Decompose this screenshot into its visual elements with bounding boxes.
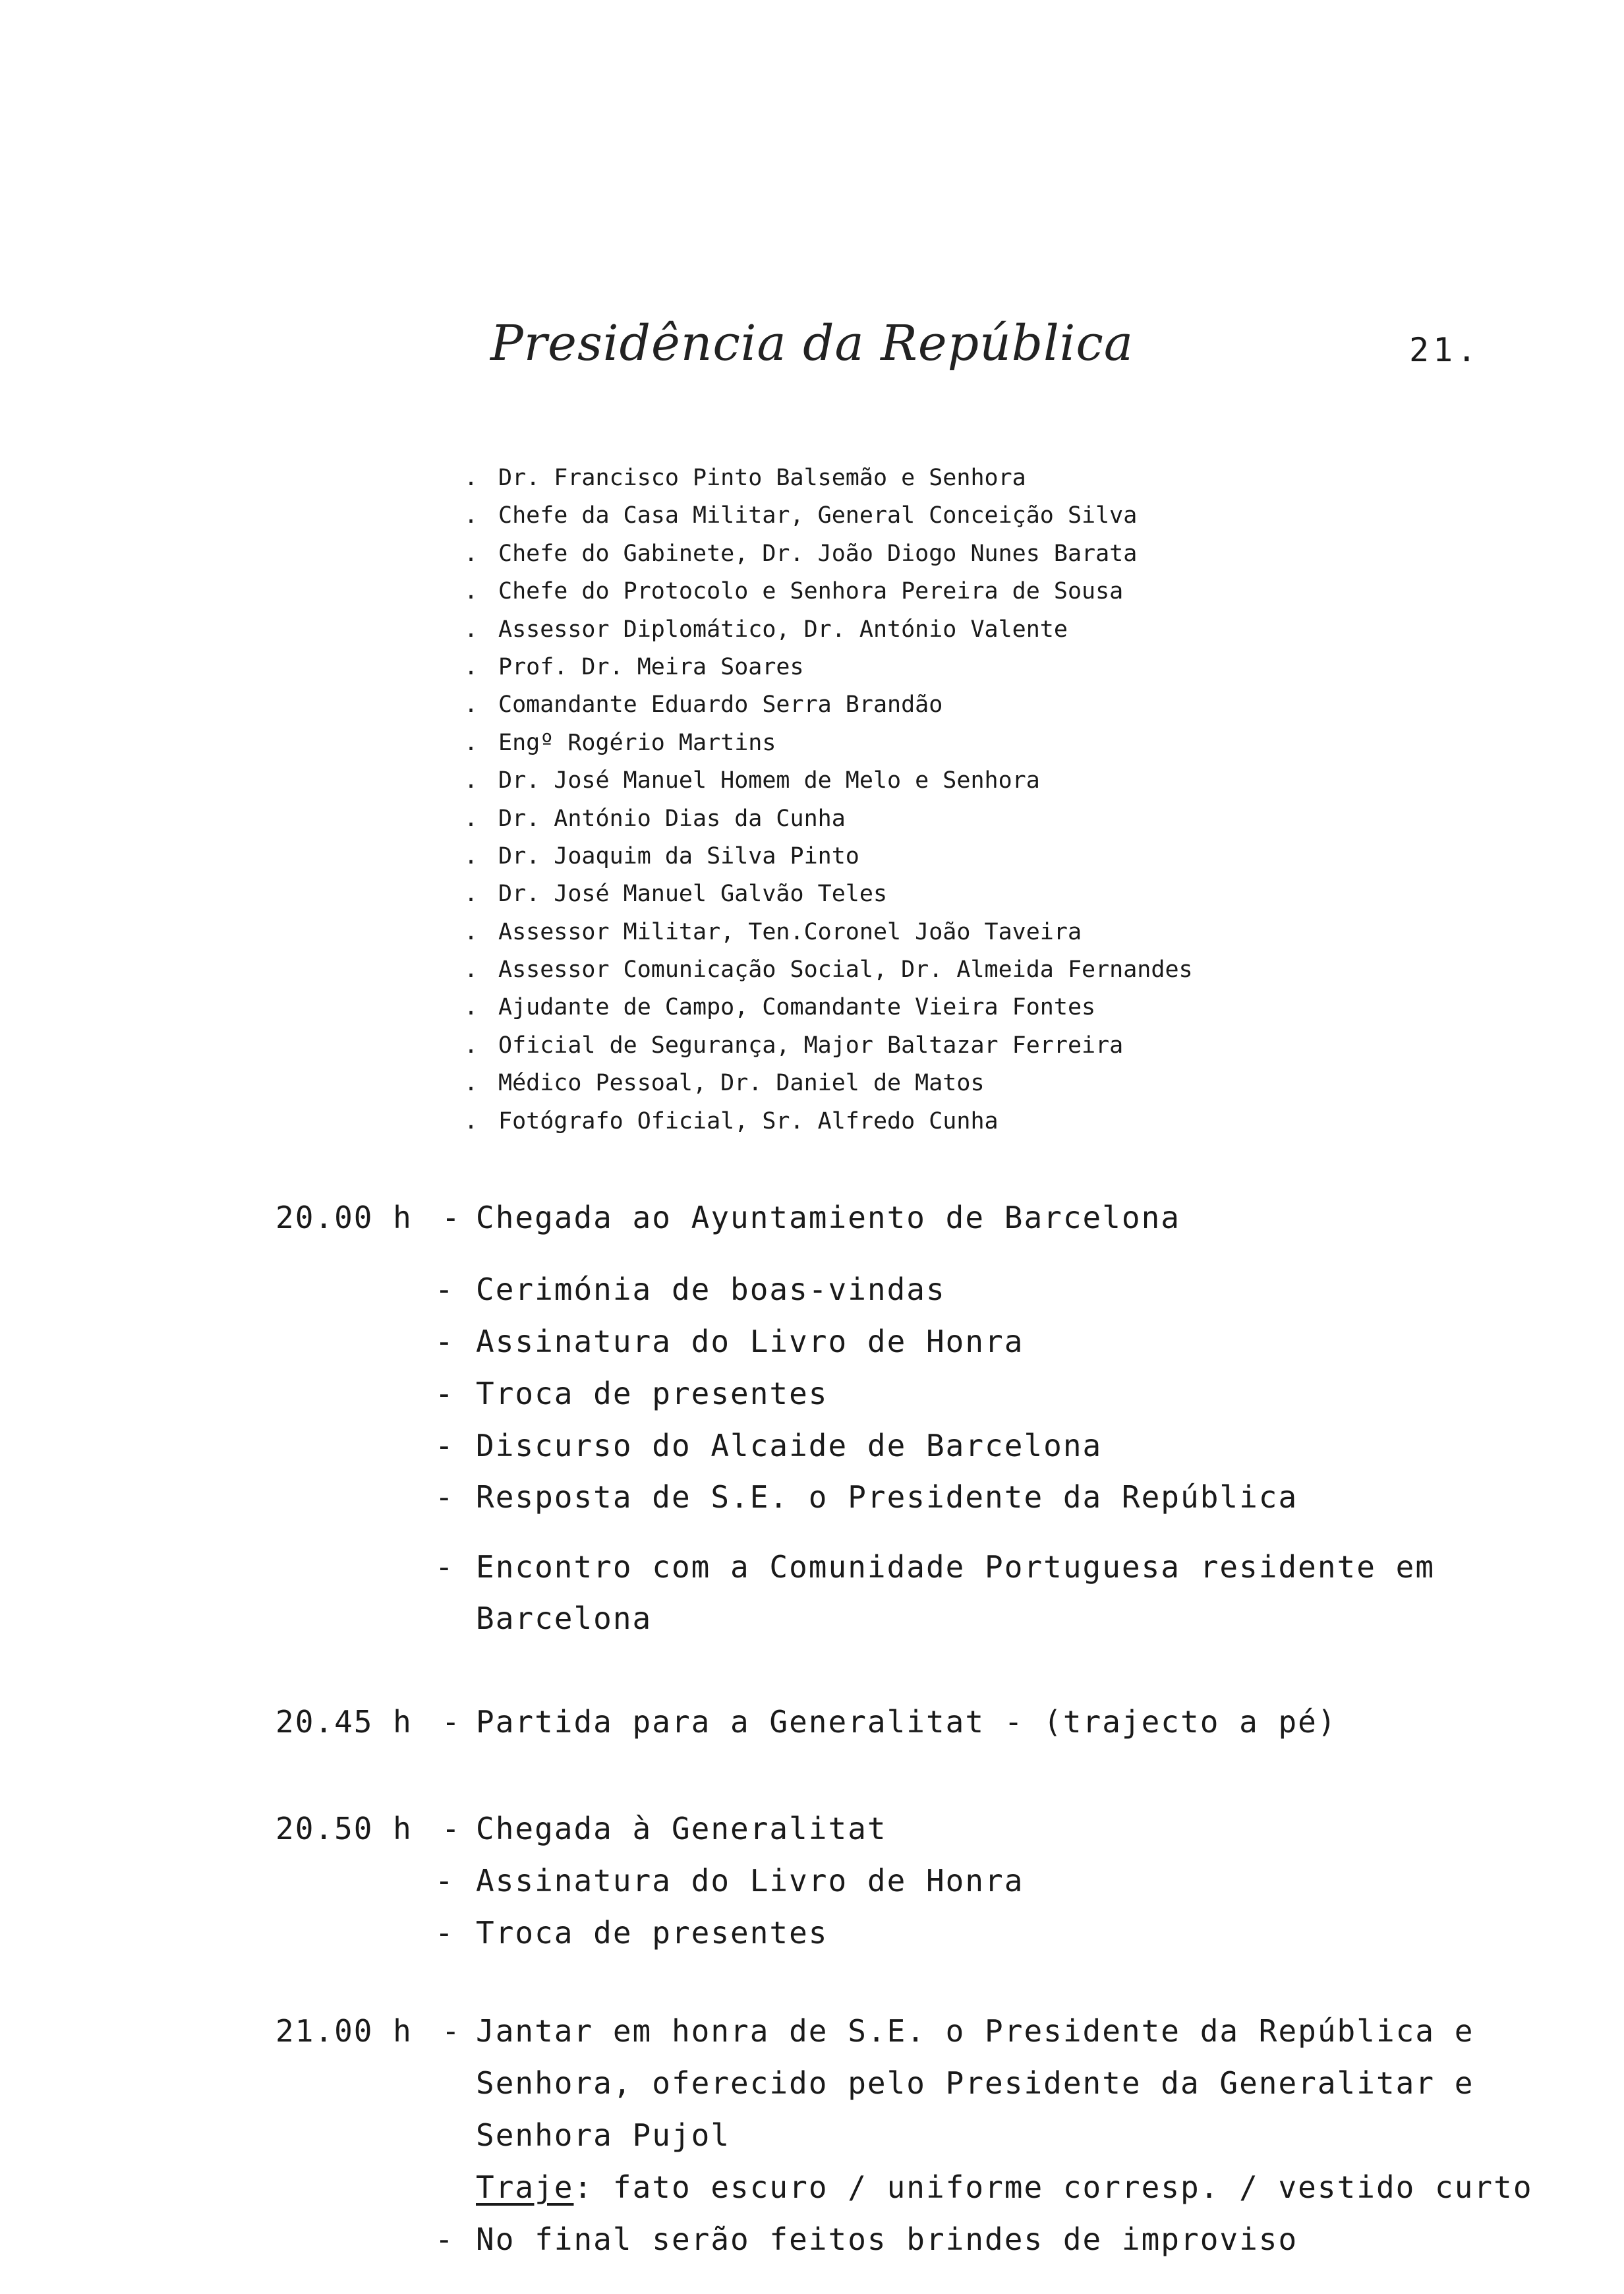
page-number: 21. (1409, 331, 1481, 369)
list-item: . Assessor Diplomático, Dr. António Valente (464, 616, 1068, 643)
list-item: . Dr. José Manuel Galvão Teles (464, 881, 888, 908)
dress-code (476, 2169, 1533, 2205)
list-item: . Dr. Francisco Pinto Balsemão e Senhora (464, 465, 1026, 491)
attendee-list (464, 459, 1193, 1140)
list-item: . Prof. Dr. Meira Soares (464, 653, 804, 680)
list-item: . Assessor Militar, Ten.Coronel João Taveira (464, 918, 1082, 945)
list-item: . Assessor Comunicação Social, Dr. Almeida Fernandes (464, 956, 1193, 984)
list-item: . Fotógrafo Oficial, Sr. Alfredo Cunha (464, 1107, 999, 1134)
list-item: . Dr. António Dias da Cunha (464, 805, 846, 832)
entry-title: Chegada à Generalitat (476, 1811, 887, 1846)
entry-title: Partida para a Generalitat - (trajecto a pé) (476, 1704, 1337, 1740)
list-item: . Oficial de Segurança, Major Baltazar Ferreira (464, 1032, 1124, 1059)
dress-code-label: Traje (476, 2169, 574, 2205)
list-item: . Dr. Joaquim da Silva Pinto (464, 842, 859, 869)
entry-time: 20.45 h (276, 1704, 413, 1740)
entry-continuation: Barcelona (476, 1601, 652, 1636)
list-item: . Engº Rogério Martins (464, 729, 776, 756)
entry-title: Jantar em honra de S.E. o Presidente da República e (476, 2013, 1474, 2049)
list-item: . Chefe da Casa Militar, General Conceição Silva (464, 502, 1138, 529)
list-item: . Comandante Eduardo Serra Brandão (464, 691, 943, 719)
list-item: . Médico Pessoal, Dr. Daniel de Matos (464, 1070, 985, 1097)
entry-text-line: Senhora, oferecido pelo Presidente da Generalitar e (476, 2065, 1474, 2101)
entry-title: Chegada ao Ayuntamiento de Barcelona (476, 1200, 1180, 1235)
dress-code-text: : fato escuro / uniforme corresp. / vestido curto (573, 2169, 1533, 2205)
list-item: . Chefe do Protocolo e Senhora Pereira de Sousa (464, 578, 1124, 605)
list-item: . Ajudante de Campo, Comandante Vieira Fontes (464, 994, 1096, 1021)
entry-time: 20.00 h (276, 1200, 413, 1235)
entry-text-line: Senhora Pujol (476, 2117, 731, 2153)
entry-time: 21.00 h (276, 2013, 413, 2049)
list-item: . Dr. José Manuel Homem de Melo e Senhora (464, 767, 1040, 794)
entry-time: 20.50 h (276, 1811, 413, 1846)
list-item: . Chefe do Gabinete, Dr. João Diogo Nunes Barata (464, 540, 1138, 567)
letterhead-title: Presidência da República (490, 315, 1134, 372)
